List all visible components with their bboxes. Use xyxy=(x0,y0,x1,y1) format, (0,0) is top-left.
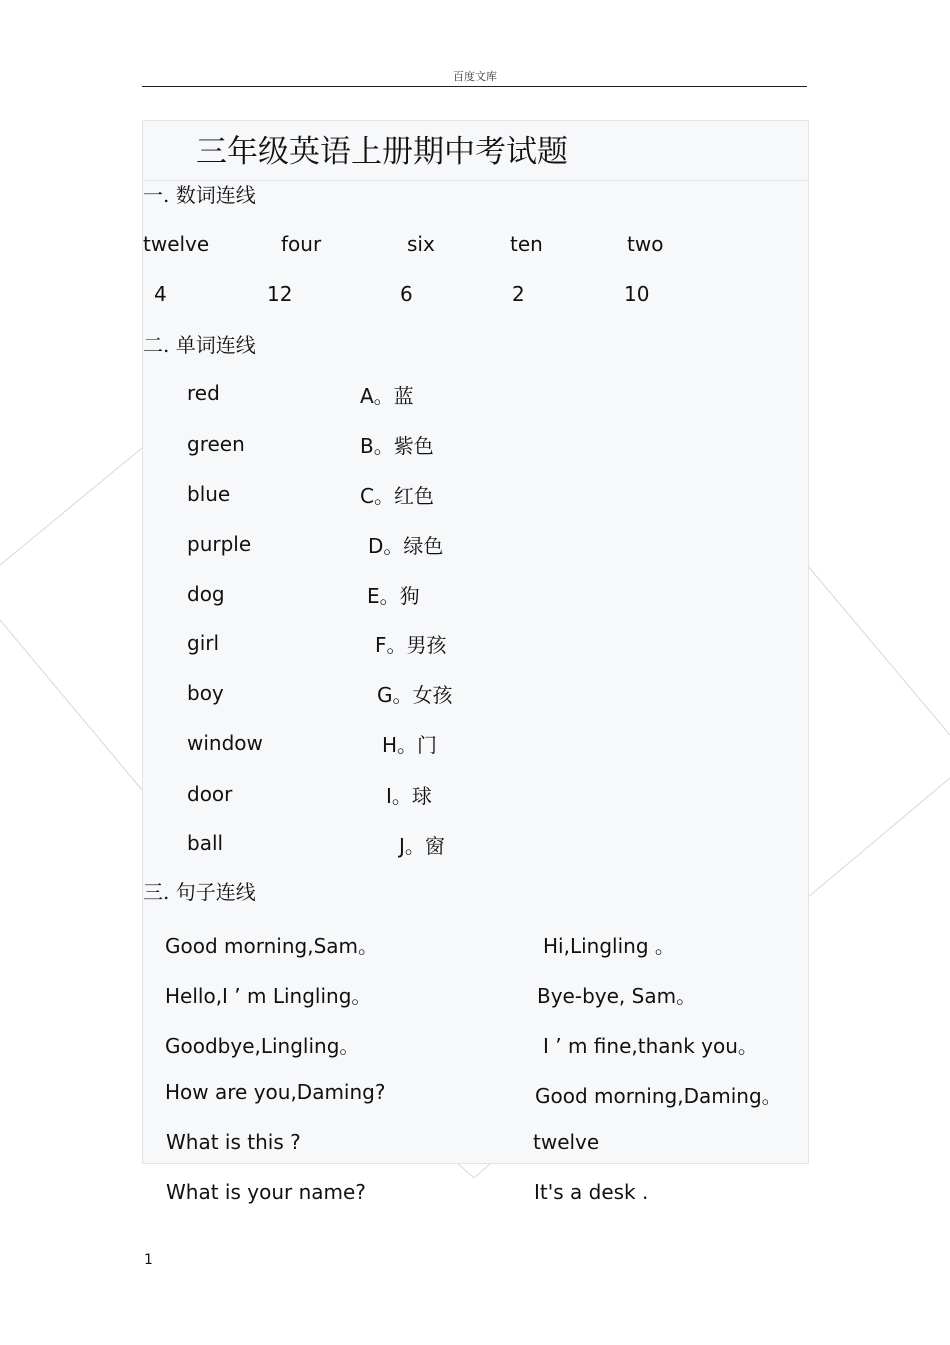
chinese-meaning: C。红色 xyxy=(360,484,434,508)
header-text: 百度文库 xyxy=(453,70,497,83)
chinese-meaning: J。窗 xyxy=(399,834,445,858)
english-word: door xyxy=(187,782,233,806)
chinese-meaning: I。球 xyxy=(386,784,432,808)
chinese-meaning: H。门 xyxy=(382,733,438,757)
number-digit: 6 xyxy=(400,282,413,306)
sentence-left: Hello,I ’ m Lingling。 xyxy=(165,984,372,1008)
chinese-meaning: G。女孩 xyxy=(377,683,453,707)
number-word: six xyxy=(407,232,435,256)
sentence-right: I ’ m fine,thank you。 xyxy=(543,1034,758,1058)
sentence-left: What is this ? xyxy=(166,1130,301,1154)
section-sentences-heading: 三. 句子连线 xyxy=(143,880,256,904)
number-digit: 10 xyxy=(624,282,650,306)
chinese-meaning: A。蓝 xyxy=(360,384,414,408)
chinese-meaning: E。狗 xyxy=(367,584,420,608)
sentence-right: Bye-bye, Sam。 xyxy=(537,984,697,1008)
sentence-right: It's a desk . xyxy=(534,1180,649,1204)
english-word: blue xyxy=(187,482,231,506)
header-rule xyxy=(142,86,807,87)
english-word: ball xyxy=(187,831,224,855)
section-words-heading: 二. 单词连线 xyxy=(143,333,256,357)
number-word: four xyxy=(281,232,322,256)
number-digit: 12 xyxy=(267,282,293,306)
number-digit: 4 xyxy=(154,282,167,306)
number-word: twelve xyxy=(143,232,210,256)
sentence-left: Good morning,Sam。 xyxy=(165,934,379,958)
sentence-right: twelve xyxy=(533,1130,600,1154)
section-numbers-heading: 一. 数词连线 xyxy=(143,183,256,207)
page-title: 三年级英语上册期中考试题 xyxy=(196,134,568,170)
chinese-meaning: F。男孩 xyxy=(375,633,447,657)
sentence-left: How are you,Daming? xyxy=(165,1080,386,1104)
number-digit: 2 xyxy=(512,282,525,306)
page-number: 1 xyxy=(144,1252,153,1268)
sentence-left: Goodbye,Lingling。 xyxy=(165,1034,360,1058)
sentence-right: Hi,Lingling 。 xyxy=(543,934,675,958)
english-word: purple xyxy=(187,532,252,556)
sentence-left: What is your name? xyxy=(166,1180,366,1204)
english-word: green xyxy=(187,432,245,456)
english-word: dog xyxy=(187,582,225,606)
english-word: boy xyxy=(187,681,224,705)
chinese-meaning: B。紫色 xyxy=(360,434,434,458)
number-word: ten xyxy=(510,232,543,256)
english-word: girl xyxy=(187,631,220,655)
number-word: two xyxy=(627,232,664,256)
english-word: window xyxy=(187,731,263,755)
chinese-meaning: D。绿色 xyxy=(368,534,444,558)
sentence-right: Good morning,Daming。 xyxy=(535,1084,782,1108)
english-word: red xyxy=(187,381,220,405)
